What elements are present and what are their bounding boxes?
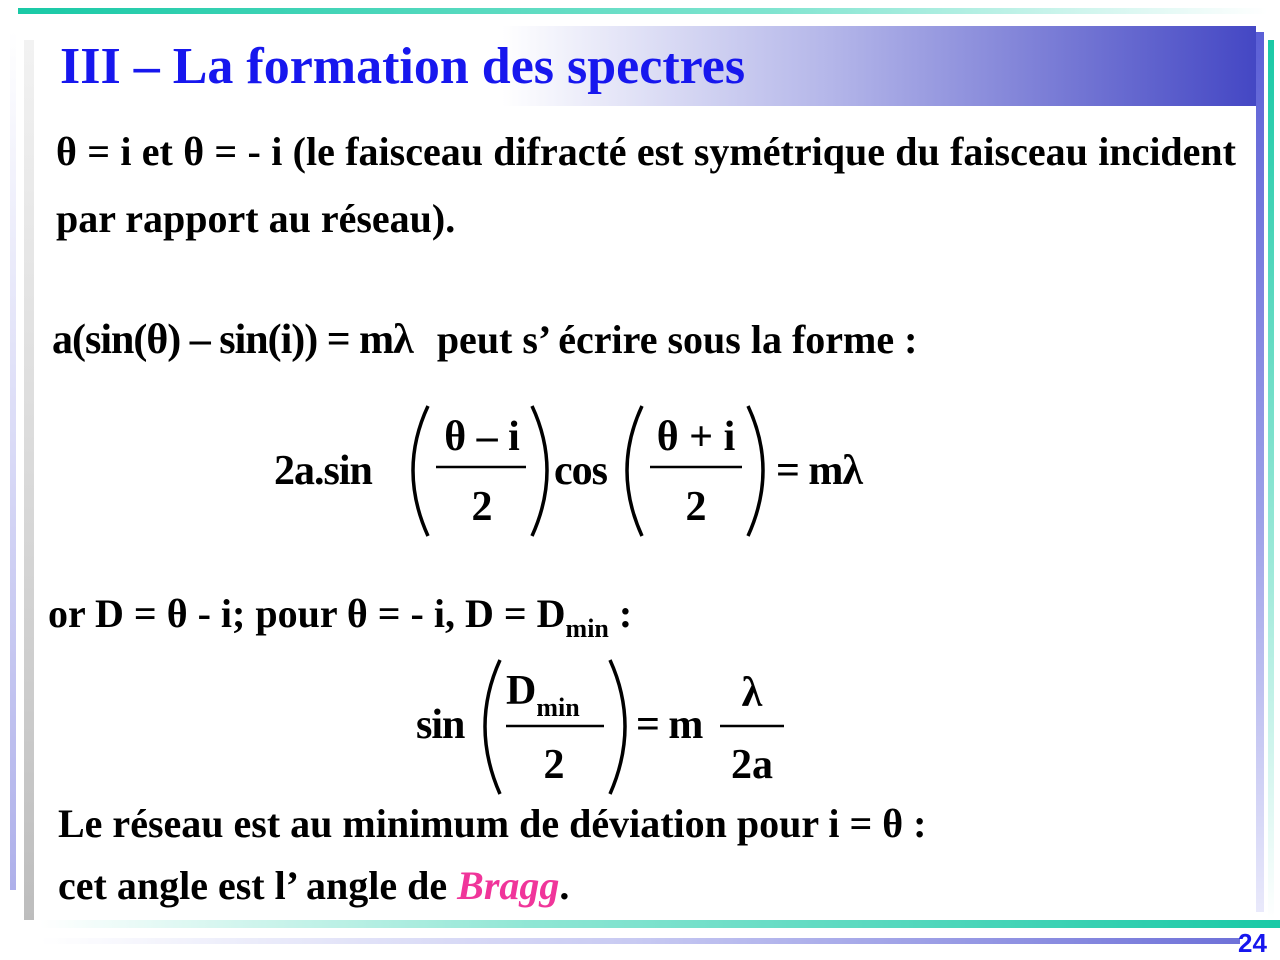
formula-cos: cos bbox=[554, 448, 607, 494]
conclusion-line-1: Le réseau est au minimum de déviation pour i = θ : bbox=[58, 801, 927, 846]
frac1-numerator: θ – i bbox=[444, 414, 520, 460]
left-paren-3 bbox=[485, 660, 500, 794]
right-paren-2 bbox=[748, 406, 763, 536]
right-paren-3 bbox=[610, 660, 625, 794]
right-paren-1 bbox=[532, 406, 547, 536]
conclusion-line-2 bbox=[58, 862, 569, 909]
formula3-frac2-denominator: 2a bbox=[731, 742, 773, 788]
frac1-denominator: 2 bbox=[471, 484, 493, 530]
grating-equation: a(sin(θ) – sin(i)) = mλ bbox=[52, 317, 413, 363]
deviation-subscript: min bbox=[565, 614, 609, 643]
slide-title: III – La formation des spectres bbox=[60, 38, 746, 95]
formula3-numerator-main: D bbox=[506, 668, 537, 714]
deviation-text: or D = θ - i; pour θ = - i, D = D bbox=[48, 591, 566, 636]
page-number: 24 bbox=[1238, 928, 1267, 958]
frac2-denominator: 2 bbox=[685, 484, 707, 530]
top-decorative-bar bbox=[18, 8, 1268, 14]
intro-paragraph: θ = i et θ = - i (le faisceau difracté est symétrique du faisceau incident par rapport au réseau). bbox=[56, 129, 1236, 241]
right-decorative-bar bbox=[1256, 32, 1264, 912]
frac2-numerator: θ + i bbox=[656, 414, 736, 460]
formula-rhs: = mλ bbox=[776, 448, 863, 494]
formula3-numerator bbox=[506, 668, 580, 722]
left-shadow-bar bbox=[24, 40, 34, 920]
product-formula bbox=[270, 398, 910, 543]
grating-equation-text: peut s’ écrire sous la forme : bbox=[436, 317, 918, 362]
bragg-highlight: Bragg bbox=[457, 863, 560, 908]
formula3-frac2-numerator: λ bbox=[741, 670, 763, 716]
bottom-accent-bar bbox=[40, 938, 1240, 944]
left-decorative-bar bbox=[10, 30, 16, 890]
conclusion-period: . bbox=[559, 863, 570, 908]
formula-lhs: 2a.sin bbox=[274, 448, 372, 494]
formula3-mid: = m bbox=[636, 702, 703, 748]
left-paren-2 bbox=[627, 406, 642, 536]
conclusion-text: cet angle est l’ angle de bbox=[58, 863, 458, 908]
grating-equation-line bbox=[52, 316, 917, 364]
left-paren-1 bbox=[413, 406, 428, 536]
formula3-denominator: 2 bbox=[543, 742, 565, 788]
deviation-end: : bbox=[608, 591, 633, 636]
bottom-decorative-bar bbox=[40, 920, 1280, 928]
right-accent-bar bbox=[1268, 40, 1274, 920]
formula3-sin: sin bbox=[416, 702, 465, 748]
minimum-deviation-formula bbox=[414, 654, 794, 802]
deviation-line bbox=[48, 590, 632, 644]
formula3-numerator-sub: min bbox=[536, 693, 580, 722]
